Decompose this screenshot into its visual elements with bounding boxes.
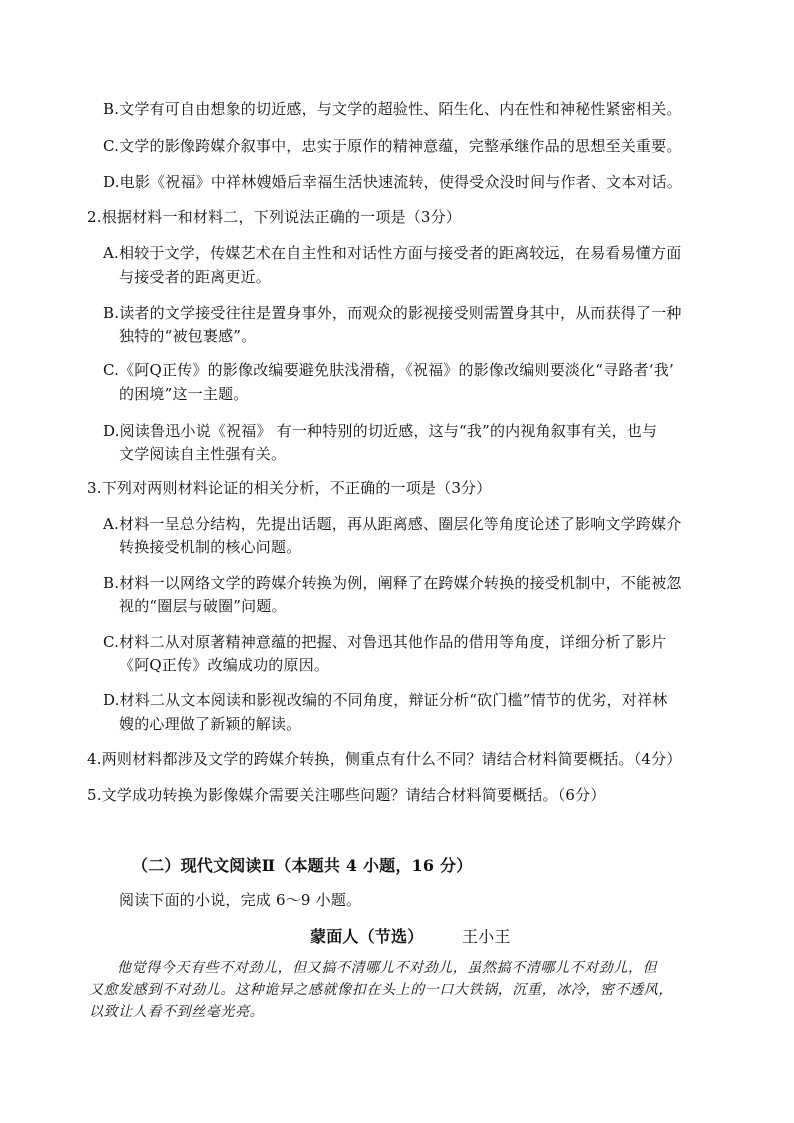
story-paragraph-line3: 以致让人看不到丝毫光亮。: [89, 1004, 265, 1020]
q3-option-a-line2: 转换接受机制的核心问题。: [119, 538, 302, 556]
q3-option-a-line1: A.材料一呈总分结构，先提出话题，再从距离感、圈层化等角度论述了影响文学跨媒介: [103, 515, 682, 533]
q2-option-b-line1: B.读者的文学接受往往是置身事外，而观众的影视接受则需置身其中，从而获得了一种: [103, 304, 682, 322]
q2-option-a-line2: 与接受者的距离更近。: [119, 268, 272, 286]
q2-option-d-line2: 文学阅读自主性强有关。: [119, 445, 287, 463]
section-title: （二）现代文阅读Ⅱ（本题共 4 小题，16 分）: [132, 856, 473, 875]
q3-option-b-line1: B.材料一以网络文学的跨媒介转换为例，阐释了在跨媒介转换的接受机制中，不能被忽: [103, 574, 682, 592]
q1-option-d: D.电影《祝福》中祥林嫂婚后幸福生活快速流转，使得受众没时间与作者、文本对话。: [103, 173, 683, 191]
story-title: 蒙面人（节选）: [310, 927, 424, 946]
q3-option-d-line2: 嫂的心理做了新颖的解读。: [119, 715, 302, 733]
q4-stem: 4.两则材料都涉及文学的跨媒介转换，侧重点有什么不同？请结合材料简要概括。（4分）: [87, 750, 682, 768]
q2-option-b-line2: 独特的“被包裹感”。: [119, 327, 257, 345]
q2-stem: 2.根据材料一和材料二，下列说法正确的一项是（3分）: [87, 208, 462, 226]
q2-option-c-line2: 的困境”这一主题。: [119, 385, 249, 403]
q3-stem: 3.下列对两则材料论证的相关分析，不正确的一项是（3分）: [87, 479, 492, 497]
q2-option-d-line1: D.阅读鲁迅小说《祝福》 有一种特别的切近感，这与“我”的内视角叙事有关，也与: [103, 422, 658, 440]
q2-option-a-line1: A.相较于文学，传媒艺术在自主性和对话性方面与接受者的距离较远，在易看易懂方面: [103, 244, 682, 262]
q3-option-b-line2: 视的“圈层与破圈”问题。: [119, 597, 287, 615]
story-paragraph-line2: 又愈发感到不对劲儿。这种诡异之感就像扣在头上的一口大铁锅，沉重，冰冷，密不透风，: [89, 982, 673, 998]
q1-option-b: B.文学有可自由想象的切近感，与文学的超验性、陌生化、内在性和神秘性紧密相关。: [103, 100, 682, 118]
q3-option-c-line2: 《阿Q正传》改编成功的原因。: [119, 656, 330, 674]
story-author: 王小王: [462, 927, 511, 946]
q3-option-c-line1: C.材料二从对原著精神意蕴的把握、对鲁迅其他作品的借用等角度，详细分析了影片: [103, 633, 667, 651]
q5-stem: 5.文学成功转换为影像媒介需要关注哪些问题？请结合材料简要概括。（6分）: [87, 786, 606, 804]
story-paragraph-line1: 他觉得今天有些不对劲儿，但又搞不清哪儿不对劲儿，虽然搞不清哪儿不对劲儿，但: [117, 960, 658, 976]
section-intro: 阅读下面的小说，完成 6～9 小题。: [119, 891, 362, 909]
q2-option-c-line1: C.《阿Q正传》的影像改编要避免肤浅滑稽，《祝福》的影像改编则要淡化“寻路者‘我’: [103, 361, 674, 379]
q3-option-d-line1: D.材料二从文本阅读和影视改编的不同角度，辩证分析“砍门槛”情节的优劣，对祥林: [103, 691, 668, 709]
q1-option-c: C.文学的影像跨媒介叙事中，忠实于原作的精神意蕴，完整承继作品的思想至关重要。: [103, 137, 682, 155]
